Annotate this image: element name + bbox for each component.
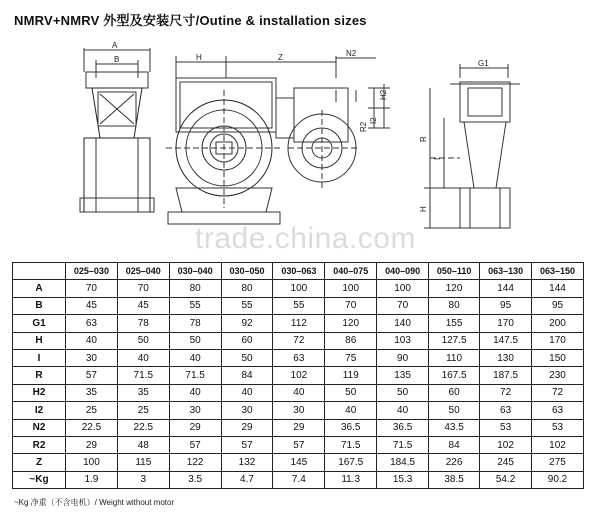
table-cell: 187.5 — [480, 367, 532, 384]
table-cell: 95 — [532, 297, 584, 314]
label-i: I — [433, 157, 442, 160]
table-cell: 170 — [532, 332, 584, 349]
table-cell: 90.2 — [532, 471, 584, 488]
table-cell: 100 — [325, 280, 377, 297]
table-cell: 55 — [169, 297, 221, 314]
table-cell: 45 — [117, 297, 169, 314]
table-cell: 30 — [221, 402, 273, 419]
table-cell: 84 — [221, 367, 273, 384]
table-cell: 71.5 — [117, 367, 169, 384]
table-cell: 25 — [117, 402, 169, 419]
table-cell: 102 — [273, 367, 325, 384]
row-label: A — [13, 280, 66, 297]
label-b: B — [114, 55, 120, 64]
table-cell: 92 — [221, 315, 273, 332]
table-cell: 155 — [429, 315, 480, 332]
table-cell: 245 — [480, 454, 532, 471]
page-title: NMRV+NMRV 外型及安装尺寸/Outine & installation sizes — [14, 13, 367, 28]
table-cell: 57 — [66, 367, 118, 384]
table-row — [13, 349, 584, 366]
label-n2: N2 — [346, 49, 357, 58]
table-cell: 40 — [117, 349, 169, 366]
table-cell: 30 — [273, 402, 325, 419]
label-r: R — [419, 136, 428, 142]
table-cell: 71.5 — [325, 436, 377, 453]
row-label: G1 — [13, 315, 66, 332]
table-cell: 71.5 — [169, 367, 221, 384]
table-cell: 35 — [66, 384, 118, 401]
table-cell: 167.5 — [429, 367, 480, 384]
table-cell: 36.5 — [325, 419, 377, 436]
table-cell: 80 — [221, 280, 273, 297]
table-cell: 147.5 — [480, 332, 532, 349]
row-label: ~Kg — [13, 471, 66, 488]
table-cell: 144 — [480, 280, 532, 297]
table-cell: 22.5 — [117, 419, 169, 436]
table-cell: 29 — [273, 419, 325, 436]
table-cell: 84 — [429, 436, 480, 453]
row-label: R — [13, 367, 66, 384]
column-header: 025–040 — [117, 263, 169, 280]
table-cell: 1.9 — [66, 471, 118, 488]
column-header: 030–040 — [169, 263, 221, 280]
table-cell: 78 — [117, 315, 169, 332]
table-cell: 63 — [66, 315, 118, 332]
table-cell: 103 — [377, 332, 429, 349]
table-cell: 29 — [169, 419, 221, 436]
table-cell: 140 — [377, 315, 429, 332]
table-cell: 50 — [117, 332, 169, 349]
table-cell: 102 — [532, 436, 584, 453]
table-row — [13, 384, 584, 401]
table-cell: 100 — [66, 454, 118, 471]
table-cell: 200 — [532, 315, 584, 332]
column-header: 030–063 — [273, 263, 325, 280]
table-cell: 63 — [273, 349, 325, 366]
table-cell: 100 — [377, 280, 429, 297]
footnote: ~Kg 净重（不含电机）/ Weight without motor — [14, 498, 175, 507]
table-cell: 72 — [480, 384, 532, 401]
table-cell: 71.5 — [377, 436, 429, 453]
table-cell: 3 — [117, 471, 169, 488]
table-cell: 145 — [273, 454, 325, 471]
table-cell: 60 — [429, 384, 480, 401]
table-cell: 29 — [66, 436, 118, 453]
table-cell: 80 — [169, 280, 221, 297]
label-r2: R2 — [359, 121, 368, 132]
table-cell: 11.3 — [325, 471, 377, 488]
table-row — [13, 436, 584, 453]
column-header: 040–090 — [377, 263, 429, 280]
table-cell: 120 — [325, 315, 377, 332]
front-view-center — [166, 56, 390, 224]
table-cell: 112 — [273, 315, 325, 332]
table-cell: 55 — [273, 297, 325, 314]
table-row — [13, 402, 584, 419]
table-cell: 55 — [221, 297, 273, 314]
table-cell: 38.5 — [429, 471, 480, 488]
table-cell: 25 — [66, 402, 118, 419]
table-cell: 7.4 — [273, 471, 325, 488]
table-cell: 135 — [377, 367, 429, 384]
table-cell: 60 — [221, 332, 273, 349]
table-header-row — [13, 263, 584, 280]
table-cell: 90 — [377, 349, 429, 366]
table-cell: 57 — [169, 436, 221, 453]
label-h2: H2 — [379, 89, 388, 100]
row-label: R2 — [13, 436, 66, 453]
table-cell: 75 — [325, 349, 377, 366]
table-row — [13, 367, 584, 384]
table-cell: 35 — [117, 384, 169, 401]
table-cell: 53 — [480, 419, 532, 436]
table-cell: 40 — [325, 402, 377, 419]
table-cell: 119 — [325, 367, 377, 384]
table-cell: 57 — [273, 436, 325, 453]
table-cell: 3.5 — [169, 471, 221, 488]
watermark: trade.china.com — [195, 222, 416, 255]
column-header: 030–050 — [221, 263, 273, 280]
table-cell: 22.5 — [66, 419, 118, 436]
table-cell: 115 — [117, 454, 169, 471]
table-row — [13, 419, 584, 436]
table-cell: 45 — [66, 297, 118, 314]
table-cell: 132 — [221, 454, 273, 471]
table-cell: 40 — [66, 332, 118, 349]
table-cell: 70 — [66, 280, 118, 297]
table-cell: 167.5 — [325, 454, 377, 471]
table-cell: 50 — [221, 349, 273, 366]
table-cell: 40 — [221, 384, 273, 401]
table-cell: 50 — [169, 332, 221, 349]
column-header: 025–030 — [66, 263, 118, 280]
table-cell: 122 — [169, 454, 221, 471]
table-cell: 50 — [377, 384, 429, 401]
table-cell: 184.5 — [377, 454, 429, 471]
label-z: Z — [278, 53, 283, 62]
table-cell: 63 — [480, 402, 532, 419]
table-cell: 230 — [532, 367, 584, 384]
row-label: N2 — [13, 419, 66, 436]
label-a: A — [112, 41, 118, 50]
table-cell: 57 — [221, 436, 273, 453]
table-cell: 130 — [480, 349, 532, 366]
table-row — [13, 315, 584, 332]
table-cell: 50 — [429, 402, 480, 419]
column-header: 063–150 — [532, 263, 584, 280]
table-cell: 15.3 — [377, 471, 429, 488]
column-header: 063–130 — [480, 263, 532, 280]
table-cell: 78 — [169, 315, 221, 332]
table-cell: 43.5 — [429, 419, 480, 436]
side-view-right — [424, 64, 520, 228]
table-cell: 53 — [532, 419, 584, 436]
table-cell: 48 — [117, 436, 169, 453]
table-cell: 95 — [480, 297, 532, 314]
row-label: B — [13, 297, 66, 314]
table-body — [13, 280, 584, 489]
table-cell: 36.5 — [377, 419, 429, 436]
row-label: H2 — [13, 384, 66, 401]
table-cell: 275 — [532, 454, 584, 471]
table-cell: 86 — [325, 332, 377, 349]
table-row — [13, 454, 584, 471]
table-cell: 30 — [169, 402, 221, 419]
table-cell: 40 — [273, 384, 325, 401]
dimensions-table — [12, 262, 584, 489]
table-cell: 70 — [325, 297, 377, 314]
label-i2: I2 — [369, 117, 378, 124]
table-cell: 50 — [325, 384, 377, 401]
table-cell: 144 — [532, 280, 584, 297]
table-cell: 127.5 — [429, 332, 480, 349]
row-label: H — [13, 332, 66, 349]
label-h: H — [196, 53, 202, 62]
table-cell: 70 — [377, 297, 429, 314]
table-cell: 72 — [532, 384, 584, 401]
table-row — [13, 297, 584, 314]
table-cell: 226 — [429, 454, 480, 471]
label-h-right: H — [419, 206, 428, 212]
table-cell: 29 — [221, 419, 273, 436]
table-cell: 4.7 — [221, 471, 273, 488]
label-g1: G1 — [478, 59, 489, 68]
table-cell: 54.2 — [480, 471, 532, 488]
table-cell: 63 — [532, 402, 584, 419]
table-cell: 120 — [429, 280, 480, 297]
table-corner-cell — [13, 263, 66, 280]
table-row — [13, 280, 584, 297]
table-cell: 40 — [169, 349, 221, 366]
table-row — [13, 471, 584, 488]
table-cell: 40 — [377, 402, 429, 419]
table-cell: 40 — [169, 384, 221, 401]
table-cell: 30 — [66, 349, 118, 366]
table-cell: 100 — [273, 280, 325, 297]
row-label: I — [13, 349, 66, 366]
row-label: I2 — [13, 402, 66, 419]
table-row — [13, 332, 584, 349]
table-cell: 170 — [480, 315, 532, 332]
row-label: Z — [13, 454, 66, 471]
side-view-left — [80, 48, 154, 212]
column-header: 040–075 — [325, 263, 377, 280]
column-header: 050–110 — [429, 263, 480, 280]
table-cell: 110 — [429, 349, 480, 366]
table-cell: 72 — [273, 332, 325, 349]
table-cell: 102 — [480, 436, 532, 453]
table-cell: 150 — [532, 349, 584, 366]
table-cell: 70 — [117, 280, 169, 297]
table-cell: 80 — [429, 297, 480, 314]
